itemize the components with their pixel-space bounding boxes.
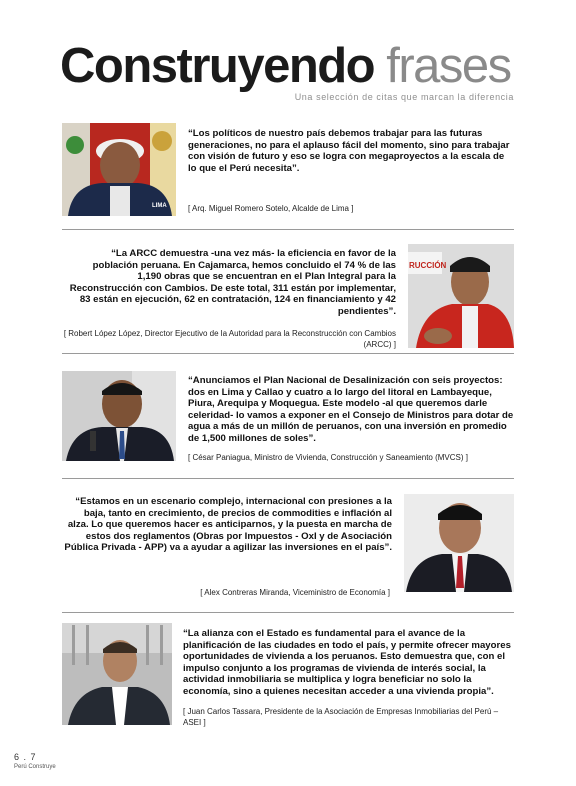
photo-alex-contreras	[404, 494, 514, 592]
photo-badge-lima: LIMA	[152, 203, 167, 209]
photo-miguel-romero	[62, 123, 176, 216]
page-title	[60, 40, 511, 92]
page-subtitle: Una selección de citas que marcan la diferencia	[294, 92, 514, 102]
photo-banner-text: RUCCIÓN	[409, 261, 447, 270]
photo-cesar-paniagua	[62, 371, 176, 461]
quote-5-text: “La alianza con el Estado es fundamental para el avance de la planificación de las ciudades en todo el país, y permite ofrecer mayores oportunidades de vivienda a los peruanos. Esto demuestra que, con el impulso conjunto a los programas de vivienda de interés social, la actividad inmobiliaria se multiplica y logra beneficiar no solo la economía, sino a quienes necesitan acceder a una vivienda propia”.	[183, 628, 511, 697]
quote-2-text: “La ARCC demuestra -una vez más- la eficiencia en favor de la población peruana. En Cajamarca, hemos concluido el 74 % de las 1,190 obras que se encuentran en el Plan Integral para la Reconstrucción con Cambios. De este total, 311 están por implementar, 83 están en ejecución, 62 en contratación, 124 en financiamiento y 42 pendientes”.	[69, 248, 396, 317]
title-word-1: Construyendo	[60, 39, 375, 93]
page-numbers: 6 . 7	[14, 752, 37, 762]
title-word-2: frases	[386, 39, 511, 93]
divider-1	[62, 229, 514, 230]
quote-3-text: “Anunciamos el Plan Nacional de Desalinización con seis proyectos: dos en Lima y Callao y cuatro a lo largo del litoral en Lambayeque, Piura, Arequipa y Moquegua. Este modelo -al que queremos darle celeridad- lo vamos a exponer en el Consejo de Ministros para dotar de agua a más de un millón de peruanos, con una inversión en promedio de 1,500 millones de soles”.	[188, 375, 514, 444]
quote-4-attribution: [ Alex Contreras Miranda, Viceministro de Economía ]	[200, 588, 390, 597]
quote-2-attribution: [ Robert López López, Director Ejecutivo de la Autoridad para la Reconstrucción con Cambios (ARCC) ]	[63, 329, 396, 349]
divider-4	[62, 612, 514, 613]
quote-3-attribution: [ César Paniagua, Ministro de Vivienda, Construcción y Saneamiento (MVCS) ]	[188, 453, 468, 462]
quote-5-attribution: [ Juan Carlos Tassara, Presidente de la Asociación de Empresas Inmobiliarias del Perú – ASEI ]	[183, 707, 499, 727]
quote-1-attribution: [ Arq. Miguel Romero Sotelo, Alcalde de Lima ]	[188, 204, 354, 213]
publication-name: Perú Construye	[14, 764, 56, 770]
photo-robert-lopez	[408, 244, 514, 348]
divider-3	[62, 478, 514, 479]
quote-1-text: “Los políticos de nuestro país debemos trabajar para las futuras generaciones, no para el aplauso fácil del momento, sino para trabajar con visión de futuro y eso se logra con megaproyectos a la escala de lo que el Perú necesita”.	[188, 128, 510, 174]
quote-4-text: “Estamos en un escenario complejo, internacional con presiones a la baja, tanto en crecimiento, de precios de commodities e inflación al alza. Lo que queremos hacer es anticiparnos, y la puesta en marcha de estos dos reglamentos (Obras por Impuestos - OxI y de Asociación Pública Privada - APP) va a ayudar a agilizar las inversiones en el país”.	[64, 496, 392, 554]
divider-2	[62, 353, 514, 354]
photo-juan-carlos-tassara	[62, 623, 172, 725]
